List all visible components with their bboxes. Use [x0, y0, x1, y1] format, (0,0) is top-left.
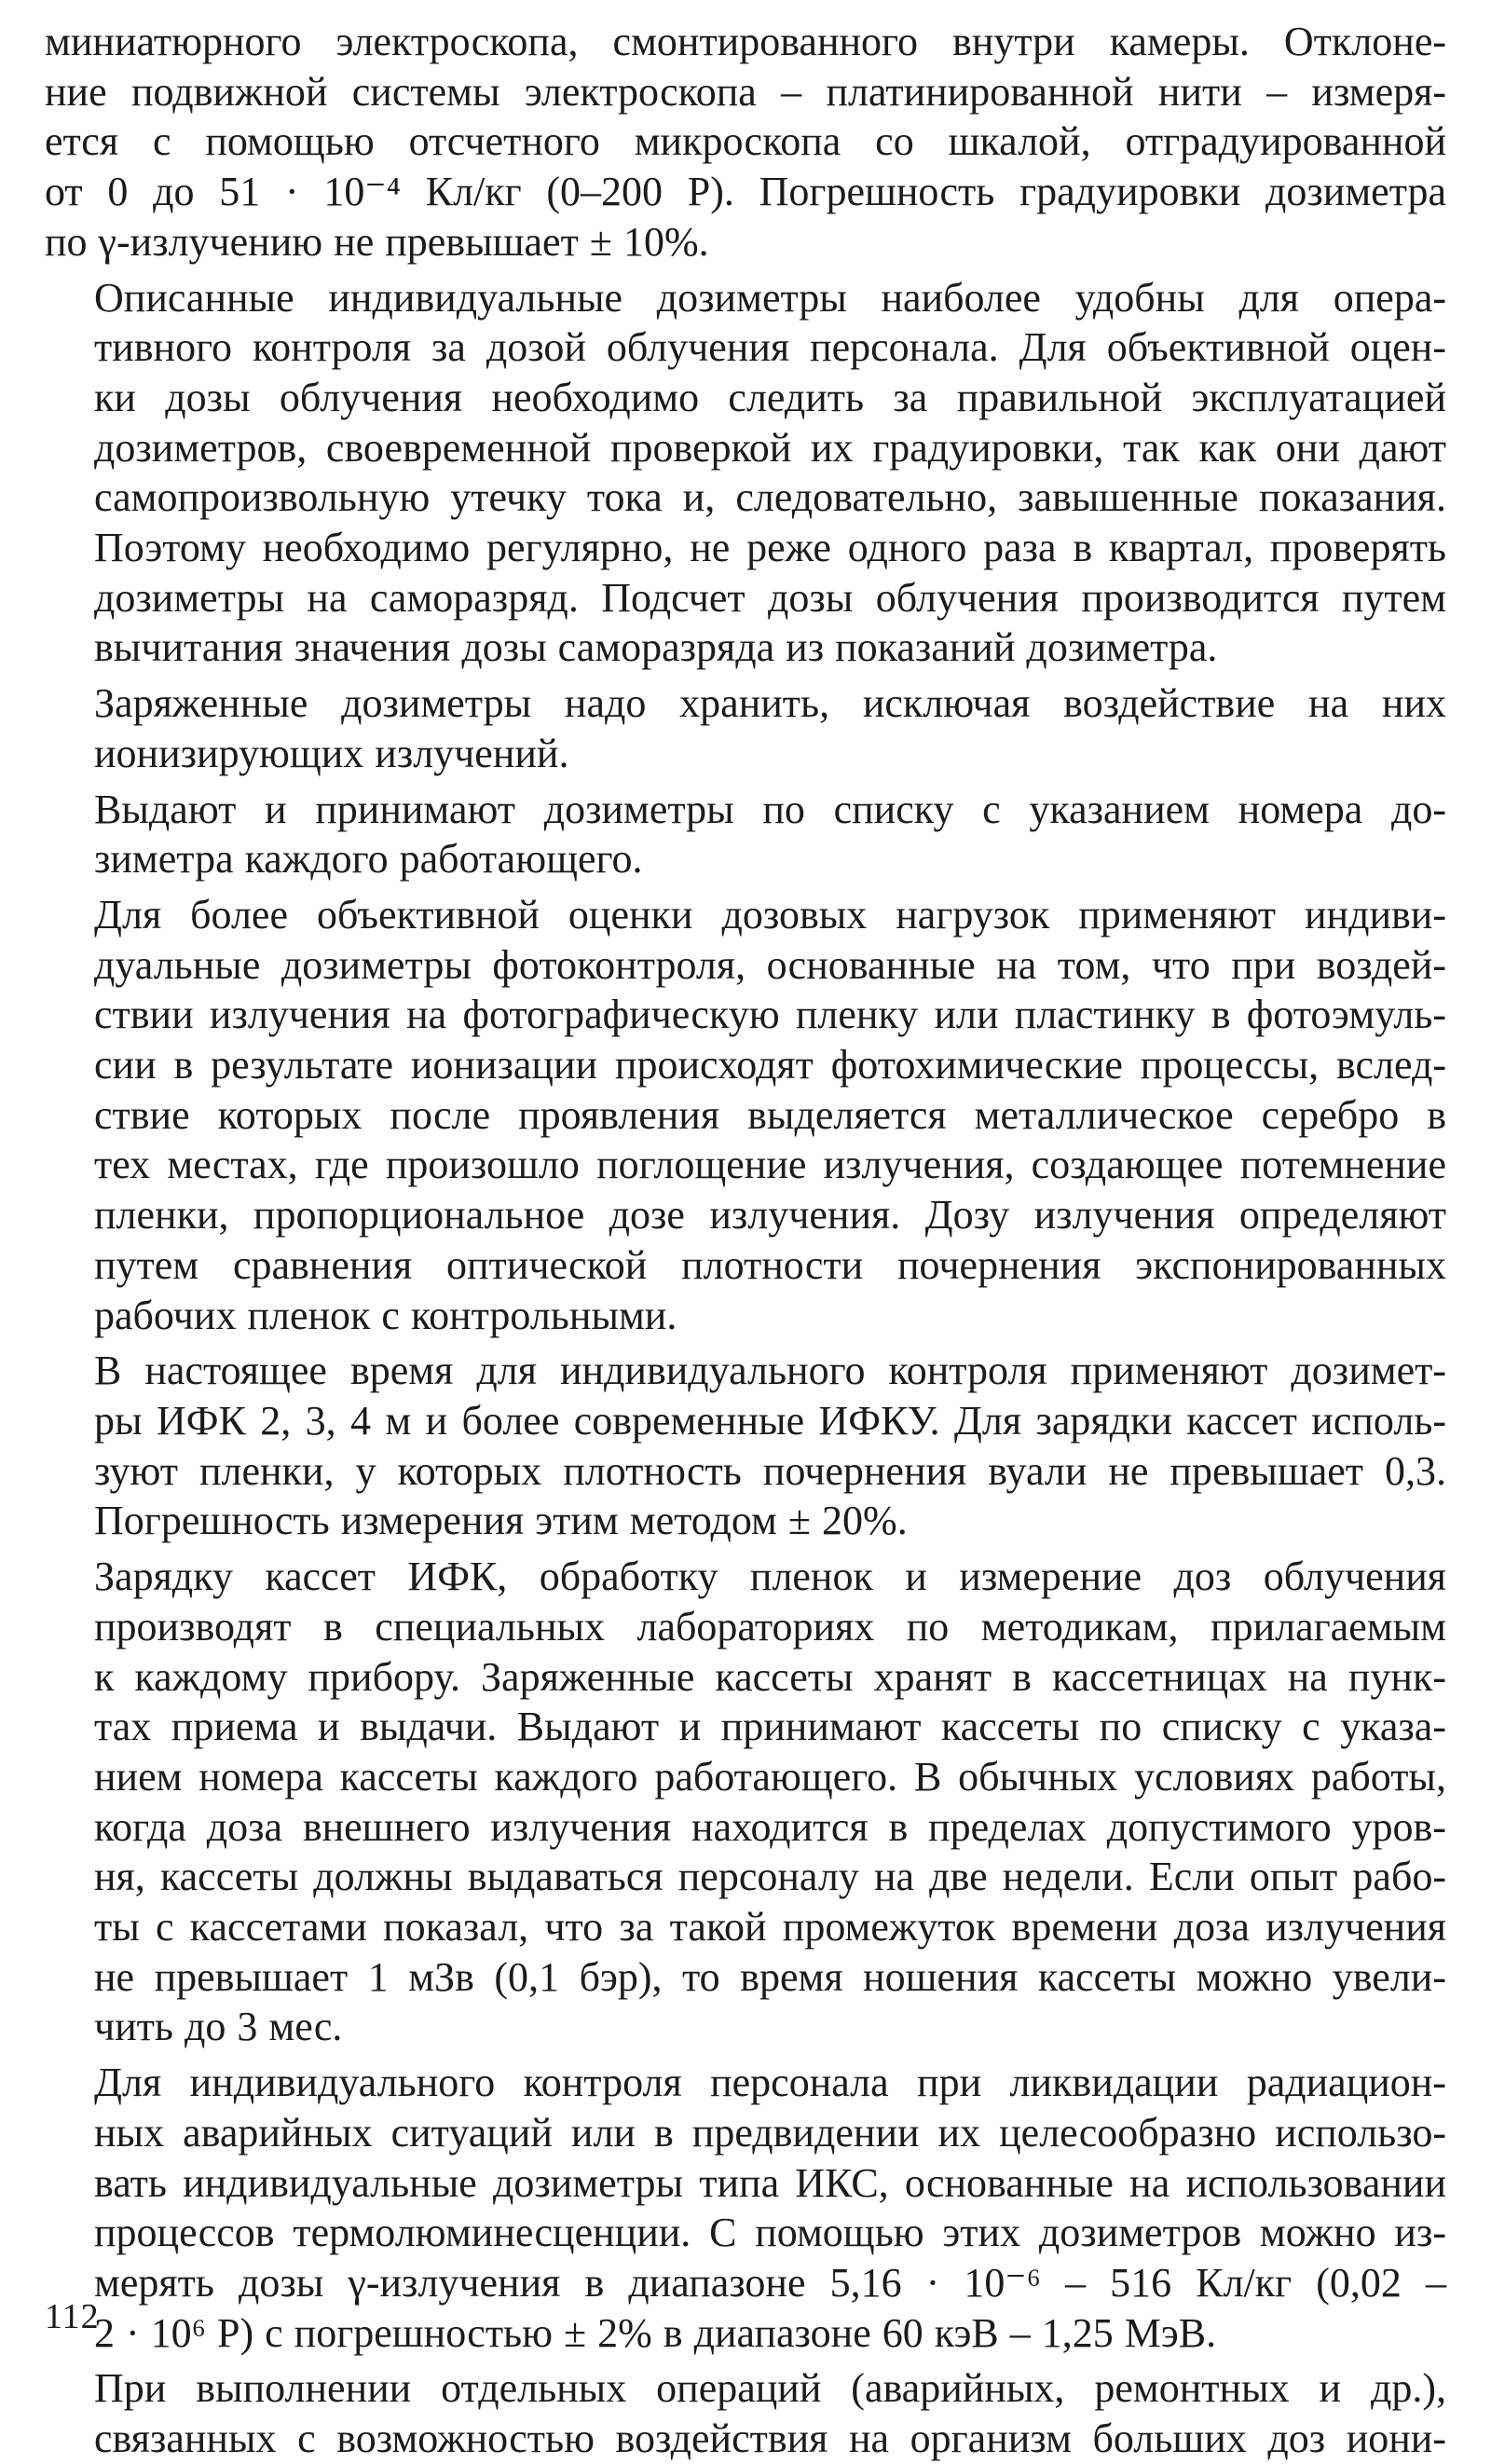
text-line: ня, кассеты должны выдаваться персоналу на две недели. Если опыт рабо-: [94, 1854, 1446, 1900]
text-line: тивного контроля за дозой облучения персонала. Для объективной оцен-: [94, 324, 1446, 371]
paragraph: [45, 2058, 1446, 2358]
text-line: В настоящее время для индивидуального контроля применяют дозимет-: [94, 1348, 1446, 1394]
text-line: производят в специальных лабораториях по методикам, прилагаемым: [94, 1603, 1446, 1650]
text-line: рабочих пленок с контрольными.: [94, 1292, 677, 1338]
text-line: Поэтому необходимо регулярно, не реже одного раза в квартал, проверять: [94, 525, 1446, 571]
text-line: Для индивидуального контроля персонала при ликвидации радиацион-: [94, 2060, 1446, 2106]
text-line: миниатюрного электроскопа, смонтированного внутри камеры. Отклоне-: [45, 19, 1446, 64]
paragraph: [45, 678, 1446, 778]
text-line: тех местах, где произошло поглощение излучения, создающее потемнение: [94, 1142, 1446, 1188]
paragraph: [45, 890, 1446, 1340]
text-line: ние подвижной системы электроскопа – платинированной нити – измеря-: [45, 68, 1446, 115]
text-line: сии в результате ионизации происходят фотохимические процессы, вслед-: [94, 1042, 1446, 1088]
paragraph: [45, 1552, 1446, 2052]
text-line: когда доза внешнего излучения находится в пределах допустимого уров-: [94, 1803, 1446, 1850]
text-line: Зарядку кассет ИФК, обработку пленок и измерение доз облучения: [94, 1554, 1446, 1600]
text-line: Выдают и принимают дозиметры по списку с указанием номера до-: [94, 786, 1446, 832]
text-line: от 0 до 51 · 10⁻⁴ Кл/кг (0–200 Р). Погрешность градуировки дозиметра: [45, 169, 1446, 215]
paragraph: [45, 785, 1446, 884]
text-line: дозиметров, своевременной проверкой их градуировки, так как они дают: [94, 424, 1446, 471]
text-line: пленки, пропорциональное дозе излучения. Дозу излучения определяют: [94, 1192, 1446, 1239]
text-line: ется с помощью отсчетного микроскопа со шкалой, отградуированной: [45, 118, 1446, 165]
text-line: 2 · 10⁶ Р) с погрешностью ± 2% в диапазоне 60 кэВ – 1,25 МэВ.: [94, 2309, 1217, 2356]
text-line: зиметра каждого работающего.: [94, 836, 643, 883]
paragraph: [45, 2363, 1446, 2463]
text-line: связанных с возможностью воздействия на организм больших доз иони-: [94, 2416, 1446, 2462]
paragraph: [45, 1346, 1446, 1546]
text-line: ствие которых после проявления выделяется металлическое серебро в: [94, 1091, 1446, 1138]
text-line: чить до 3 мес.: [94, 2004, 343, 2050]
paragraph: [45, 273, 1446, 674]
text-line: мерять дозы γ-излучения в диапазоне 5,16 · 10⁻⁶ – 516 Кл/кг (0,02 –: [94, 2259, 1446, 2306]
paragraph: [45, 17, 1446, 267]
text-line: нием номера кассеты каждого работающего. В обычных условиях работы,: [94, 1753, 1446, 1800]
text-line: самопроизвольную утечку тока и, следовательно, завышенные показания.: [94, 474, 1446, 521]
text-line: процессов термолюминесценции. С помощью этих дозиметров можно из-: [94, 2210, 1446, 2256]
page-body: [45, 17, 1446, 2464]
text-line: Заряженные дозиметры надо хранить, исключая воздействие на них: [94, 680, 1446, 727]
text-line: не превышает 1 мЗв (0,1 бэр), то время ношения кассеты можно увели-: [94, 1953, 1446, 2000]
text-line: ных аварийных ситуаций или в предвидении их целесообразно использо-: [94, 2109, 1446, 2156]
text-line: Описанные индивидуальные дозиметры наиболее удобны для опера-: [94, 274, 1446, 321]
text-line: вычитания значения дозы саморазряда из показаний дозиметра.: [94, 624, 1218, 671]
text-line: дозиметры на саморазряд. Подсчет дозы облучения производится путем: [94, 574, 1446, 621]
text-line: путем сравнения оптической плотности почернения экспонированных: [94, 1241, 1446, 1288]
text-line: к каждому прибору. Заряженные кассеты хранят в кассетницах на пунк-: [94, 1653, 1446, 1700]
text-line: дуальные дозиметры фотоконтроля, основанные на том, что при воздей-: [94, 941, 1446, 988]
page-number: 112: [45, 2297, 100, 2336]
text-line: ионизирующих излучений.: [94, 730, 569, 776]
text-line: тах приема и выдачи. Выдают и принимают кассеты по списку с указа-: [94, 1704, 1446, 1750]
document-page: [45, 17, 1446, 2462]
text-line: ки дозы облучения необходимо следить за правильной эксплуатацией: [94, 374, 1446, 420]
text-line: При выполнении отдельных операций (аварийных, ремонтных и др.),: [94, 2365, 1446, 2412]
text-line: по γ-излучению не превышает ± 10%.: [45, 218, 709, 265]
text-line: ры ИФК 2, 3, 4 м и более современные ИФКУ. Для зарядки кассет исполь-: [94, 1397, 1446, 1444]
text-line: зуют пленки, у которых плотность почернения вуали не превышает 0,3.: [94, 1447, 1446, 1494]
text-line: ствии излучения на фотографическую пленку или пластинку в фотоэмуль-: [94, 992, 1446, 1038]
text-line: Погрешность измерения этим методом ± 20%.: [94, 1498, 908, 1544]
text-line: вать индивидуальные дозиметры типа ИКС, основанные на использовании: [94, 2159, 1446, 2206]
text-line: ты с кассетами показал, что за такой промежуток времени доза излучения: [94, 1904, 1446, 1951]
text-line: Для более объективной оценки дозовых нагрузок применяют индиви-: [94, 891, 1446, 938]
